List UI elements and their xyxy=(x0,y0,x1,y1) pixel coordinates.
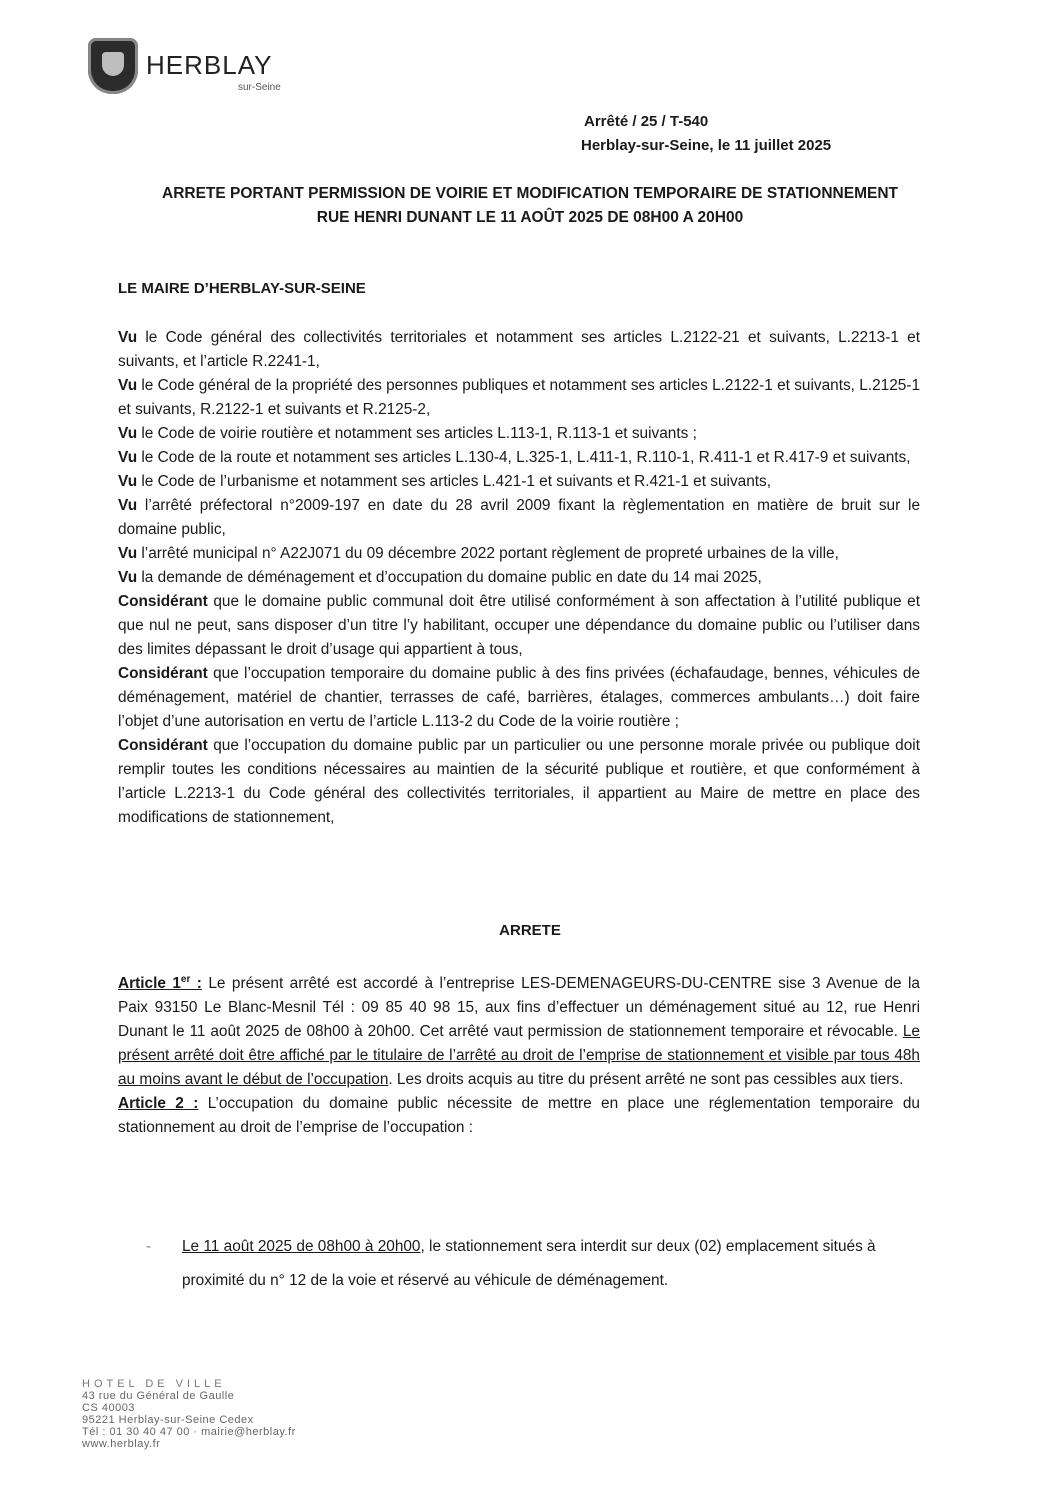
list-item-date: Le 11 août 2025 de 08h00 à 20h00 xyxy=(182,1238,421,1255)
footer-city: 95221 Herblay-sur-Seine Cedex xyxy=(82,1414,254,1426)
article-2-label xyxy=(118,1095,198,1112)
footer-address xyxy=(82,1378,296,1450)
title-line-1: ARRETE PORTANT PERMISSION DE VOIRIE ET MODIFICATION TEMPORAIRE DE STATIONNEMENT xyxy=(162,185,898,202)
list-item-text: , le stationnement sera interdit sur deux (02) emplacement situés à proximité du n° 12 de la voie et réservé au véhicule de déménagement. xyxy=(182,1238,876,1289)
visa-text: le Code de l’urbanisme et notamment ses articles L.421-1 et suivants et R.421-1 et suivants, xyxy=(137,473,772,490)
considerant-text: que l’occupation du domaine public par un particulier ou une personne morale privée ou publique doit remplir toutes les conditions nécessaires au maintien de la sécurité publique et routière, et que conformément à l’article L.2213-1 du Code général des collectivités territoriales, il appartient au Maire de mettre en place des modifications de stationnement, xyxy=(118,737,920,826)
visa-paragraph xyxy=(118,422,920,446)
article-2-colon: : xyxy=(183,1095,199,1113)
visa-paragraph xyxy=(118,446,920,470)
visa-paragraph xyxy=(118,470,920,494)
article-1-label xyxy=(118,975,202,992)
visa-paragraph xyxy=(118,542,920,566)
visas-section xyxy=(118,326,920,830)
considerant-paragraph xyxy=(118,590,920,662)
visa-lead: Vu xyxy=(118,329,138,346)
article-1-superscript: er xyxy=(180,974,191,985)
article-2 xyxy=(118,1092,920,1140)
article-2-label-text: Article 2 xyxy=(118,1095,184,1113)
article-1 xyxy=(118,968,920,1092)
arrete-heading: ARRETE xyxy=(499,922,561,939)
considerant-text: que le domaine public communal doit être utilisé conformément à son affectation à l’utilité publique et que nul ne peut, sans disposer d’un titre l’y habilitant, occuper une dépendance du domaine public ou l’utiliser dans des limites dépassant le droit d’usage qui appartient à tous, xyxy=(118,593,920,658)
visa-lead: Vu xyxy=(118,473,138,490)
considerant-lead: Considérant xyxy=(118,737,208,754)
considerant-lead: Considérant xyxy=(118,665,208,682)
visa-lead: Vu xyxy=(118,377,138,394)
visa-paragraph xyxy=(118,494,920,542)
article-2-text: L’occupation du domaine public nécessite de mettre en place une réglementation temporaire du stationnement au droit de l’emprise de l’occupation : xyxy=(118,1095,920,1137)
document-reference-block xyxy=(581,110,832,158)
visa-text: le Code de la route et notamment ses articles L.130-4, L.325-1, L.411-1, R.110-1, R.411-1 et R.417-9 et suivants, xyxy=(137,449,911,466)
herblay-logo xyxy=(88,38,328,102)
list-bullet-dash: - xyxy=(146,1238,152,1255)
article-1-label-text: Article 1 xyxy=(118,975,181,993)
footer-contact: Tél : 01 30 40 47 00 · mairie@herblay.fr xyxy=(82,1426,296,1438)
footer-website: www.herblay.fr xyxy=(82,1438,161,1450)
article-1-text: Le présent arrêté est accordé à l’entreprise LES-DEMENAGEURS-DU-CENTRE sise 3 Avenue de la Paix 93150 Le Blanc-Mesnil Tél : 09 85 40 98 15, aux fins d’effectuer un déménagement situé au 12, rue Henri Dunant le 11 août 2025 de 08h00 à 20h00. Cet arrêté vaut permission de stationnement temporaire et révocable. xyxy=(118,975,920,1041)
logo-name: HERBLAY xyxy=(146,50,273,80)
visa-text: le Code général de la propriété des personnes publiques et notamment ses articles L.2122-1 et suivants, L.2125-1 et suivants, R.2122-1 et suivants et R.2125-2, xyxy=(118,377,920,418)
footer-cs: CS 40003 xyxy=(82,1402,135,1414)
visa-text: la demande de déménagement et d’occupation du domaine public en date du 14 mai 2025, xyxy=(137,569,762,586)
article-1-colon: : xyxy=(190,975,202,993)
articles-section xyxy=(118,968,920,1140)
footer-street: 43 rue du Général de Gaulle xyxy=(82,1390,235,1402)
footer-hotel-de-ville: HOTEL DE VILLE xyxy=(82,1378,226,1390)
arrete-reference: Arrêté / 25 / T-540 xyxy=(584,113,709,130)
considerant-paragraph xyxy=(118,662,920,734)
considerant-paragraph xyxy=(118,734,920,830)
article-1-text-end: . Les droits acquis au titre du présent arrêté ne sont pas cessibles aux tiers. xyxy=(388,1071,904,1089)
visa-paragraph xyxy=(118,326,920,374)
city-crest-icon xyxy=(88,38,138,94)
visa-lead: Vu xyxy=(118,545,138,562)
visa-lead: Vu xyxy=(118,569,138,586)
visa-paragraph xyxy=(118,374,920,422)
issuing-authority: LE MAIRE D’HERBLAY-SUR-SEINE xyxy=(118,280,366,297)
considerant-text: que l’occupation temporaire du domaine public à des fins privées (échafaudage, bennes, véhicules de déménagement, matériel de chantier, terrasses de café, barrières, étalages, commerces ambulants…) doit faire l’objet d’une autorisation en vertu de l’article L.113-2 du Code de la voirie routière ; xyxy=(118,665,920,730)
document-title xyxy=(100,182,960,230)
list-item xyxy=(182,1230,922,1298)
visa-paragraph xyxy=(118,566,920,590)
visa-text: l’arrêté municipal n° A22J071 du 09 décembre 2022 portant règlement de propreté urbaines de la ville, xyxy=(137,545,839,562)
logo-subtitle: sur-Seine xyxy=(238,82,281,93)
article-1-underlined-text: Le présent arrêté doit être affiché par le titulaire de l’arrêté au droit de l’emprise de stationnement et visible par tous 48h au moins avant le début de l’occupation xyxy=(118,1023,920,1089)
considerant-lead: Considérant xyxy=(118,593,208,610)
visa-text: le Code général des collectivités territoriales et notamment ses articles L.2122-21 et suivants, L.2213-1 et suivants, et l’article R.2241-1, xyxy=(118,329,920,370)
parking-restriction-list xyxy=(146,1230,922,1298)
visa-lead: Vu xyxy=(118,425,138,442)
visa-lead: Vu xyxy=(118,497,138,514)
visa-text: le Code de voirie routière et notamment ses articles L.113-1, R.113-1 et suivants ; xyxy=(137,425,697,442)
place-and-date: Herblay-sur-Seine, le 11 juillet 2025 xyxy=(581,137,832,154)
visa-lead: Vu xyxy=(118,449,138,466)
title-line-2: RUE HENRI DUNANT LE 11 AOÛT 2025 DE 08H00 A 20H00 xyxy=(316,209,744,226)
visa-text: l’arrêté préfectoral n°2009-197 en date du 28 avril 2009 fixant la règlementation en matière de bruit sur le domaine public, xyxy=(118,497,920,538)
